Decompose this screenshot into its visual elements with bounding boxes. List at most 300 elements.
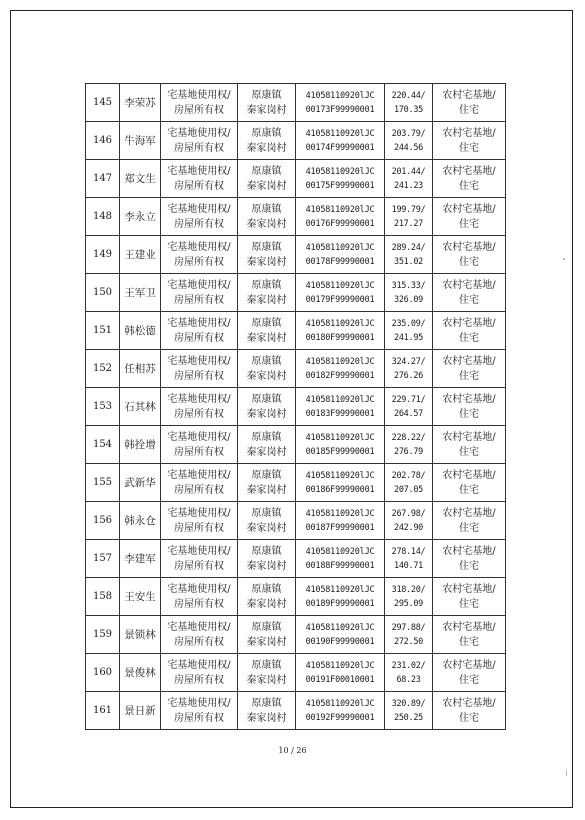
area-cell-line: 278.14/ xyxy=(391,546,426,557)
parcel-code-cell xyxy=(296,350,385,388)
location-cell-line: 原康镇 xyxy=(251,355,282,367)
table-row xyxy=(86,122,506,160)
right-type-cell xyxy=(161,122,238,160)
right-type-cell-line: 宅基地使用权/ xyxy=(167,583,231,595)
table-row xyxy=(86,464,506,502)
right-type-cell xyxy=(161,578,238,616)
area-cell xyxy=(385,502,433,540)
location-cell xyxy=(238,388,296,426)
area-cell xyxy=(385,578,433,616)
parcel-code-cell-line: 41058110920lJC xyxy=(305,166,375,177)
owner-name-cell: 韩永仓 xyxy=(120,502,161,540)
right-type-cell xyxy=(161,692,238,730)
right-type-cell xyxy=(161,616,238,654)
area-cell-line: 320.89/ xyxy=(391,698,426,709)
table-row xyxy=(86,578,506,616)
land-use-cell-line: 住宅 xyxy=(459,712,479,724)
location-cell-line: 秦家岗村 xyxy=(246,446,287,458)
owner-name-cell: 郑文生 xyxy=(120,160,161,198)
right-type-cell xyxy=(161,654,238,692)
owner-name-cell: 李永立 xyxy=(120,198,161,236)
row-number-cell: 153 xyxy=(86,388,120,426)
right-type-cell-line: 宅基地使用权/ xyxy=(167,279,231,291)
parcel-code-cell-line: 41058110920lJC xyxy=(305,432,375,443)
parcel-code-cell xyxy=(296,160,385,198)
area-cell-line: 326.09 xyxy=(394,294,423,305)
parcel-code-cell xyxy=(296,654,385,692)
land-use-cell-line: 农村宅基地/ xyxy=(442,165,496,177)
land-use-cell-line: 农村宅基地/ xyxy=(442,393,496,405)
land-use-cell xyxy=(433,654,506,692)
table-row xyxy=(86,502,506,540)
location-cell xyxy=(238,312,296,350)
row-number-cell: 161 xyxy=(86,692,120,730)
owner-name-cell: 王军卫 xyxy=(120,274,161,312)
right-type-cell xyxy=(161,502,238,540)
right-type-cell-line: 房屋所有权 xyxy=(174,560,224,572)
area-cell-line: 217.27 xyxy=(394,218,423,229)
area-cell xyxy=(385,654,433,692)
parcel-code-cell xyxy=(296,426,385,464)
location-cell-line: 秦家岗村 xyxy=(246,408,287,420)
location-cell xyxy=(238,540,296,578)
land-use-cell xyxy=(433,122,506,160)
right-type-cell-line: 房屋所有权 xyxy=(174,408,224,420)
land-use-cell-line: 住宅 xyxy=(459,446,479,458)
location-cell xyxy=(238,616,296,654)
land-use-cell-line: 住宅 xyxy=(459,180,479,192)
land-use-cell xyxy=(433,388,506,426)
parcel-code-cell xyxy=(296,464,385,502)
area-cell xyxy=(385,122,433,160)
area-cell-line: 297.88/ xyxy=(391,622,426,633)
parcel-code-cell xyxy=(296,122,385,160)
land-use-cell-line: 农村宅基地/ xyxy=(442,127,496,139)
right-type-cell-line: 房屋所有权 xyxy=(174,484,224,496)
location-cell-line: 原康镇 xyxy=(251,241,282,253)
parcel-code-cell-line: 00178F99990001 xyxy=(305,256,375,267)
right-type-cell-line: 房屋所有权 xyxy=(174,674,224,686)
parcel-code-cell-line: 41058110920lJC xyxy=(305,622,375,633)
table-row xyxy=(86,198,506,236)
owner-name-cell: 景日新 xyxy=(120,692,161,730)
land-use-cell-line: 住宅 xyxy=(459,370,479,382)
location-cell-line: 原康镇 xyxy=(251,165,282,177)
land-use-cell-line: 农村宅基地/ xyxy=(442,431,496,443)
right-type-cell-line: 宅基地使用权/ xyxy=(167,241,231,253)
area-cell-line: 242.90 xyxy=(394,522,423,533)
location-cell-line: 秦家岗村 xyxy=(246,104,287,116)
row-number-cell: 148 xyxy=(86,198,120,236)
area-cell-line: 202.78/ xyxy=(391,470,426,481)
area-cell xyxy=(385,160,433,198)
land-use-cell xyxy=(433,84,506,122)
parcel-code-cell-line: 41058110920lJC xyxy=(305,242,375,253)
location-cell-line: 原康镇 xyxy=(251,89,282,101)
right-type-cell-line: 宅基地使用权/ xyxy=(167,507,231,519)
owner-name-cell: 李荣苏 xyxy=(120,84,161,122)
land-use-cell-line: 住宅 xyxy=(459,218,479,230)
location-cell xyxy=(238,122,296,160)
right-type-cell xyxy=(161,274,238,312)
right-type-cell-line: 房屋所有权 xyxy=(174,294,224,306)
parcel-code-cell-line: 00188F99990001 xyxy=(305,560,375,571)
row-number-cell: 157 xyxy=(86,540,120,578)
area-cell-line: 276.26 xyxy=(394,370,423,381)
right-type-cell xyxy=(161,160,238,198)
land-use-cell-line: 住宅 xyxy=(459,104,479,116)
land-use-cell xyxy=(433,350,506,388)
location-cell-line: 原康镇 xyxy=(251,697,282,709)
land-use-cell xyxy=(433,578,506,616)
parcel-code-cell-line: 00173F99990001 xyxy=(305,104,375,115)
owner-name-cell: 韩拴增 xyxy=(120,426,161,464)
location-cell-line: 秦家岗村 xyxy=(246,256,287,268)
location-cell-line: 原康镇 xyxy=(251,507,282,519)
parcel-code-cell-line: 41058110920lJC xyxy=(305,546,375,557)
location-cell xyxy=(238,350,296,388)
area-cell-line: 289.24/ xyxy=(391,242,426,253)
location-cell-line: 秦家岗村 xyxy=(246,294,287,306)
land-use-cell-line: 住宅 xyxy=(459,142,479,154)
location-cell-line: 秦家岗村 xyxy=(246,218,287,230)
area-cell xyxy=(385,350,433,388)
area-cell-line: 276.79 xyxy=(394,446,423,457)
right-type-cell-line: 宅基地使用权/ xyxy=(167,469,231,481)
location-cell xyxy=(238,578,296,616)
land-use-cell-line: 农村宅基地/ xyxy=(442,621,496,633)
parcel-code-cell-line: 41058110920lJC xyxy=(305,318,375,329)
land-use-cell-line: 农村宅基地/ xyxy=(442,583,496,595)
right-type-cell-line: 房屋所有权 xyxy=(174,218,224,230)
location-cell-line: 秦家岗村 xyxy=(246,598,287,610)
right-type-cell-line: 宅基地使用权/ xyxy=(167,697,231,709)
table-row xyxy=(86,350,506,388)
row-number-cell: 156 xyxy=(86,502,120,540)
land-use-cell-line: 农村宅基地/ xyxy=(442,697,496,709)
parcel-code-cell-line: 41058110920lJC xyxy=(305,698,375,709)
right-type-cell-line: 宅基地使用权/ xyxy=(167,621,231,633)
land-use-cell-line: 住宅 xyxy=(459,560,479,572)
row-number-cell: 152 xyxy=(86,350,120,388)
land-use-cell-line: 农村宅基地/ xyxy=(442,89,496,101)
right-type-cell-line: 房屋所有权 xyxy=(174,142,224,154)
table-row xyxy=(86,84,506,122)
owner-name-cell: 牛海军 xyxy=(120,122,161,160)
parcel-code-cell-line: 41058110920lJC xyxy=(305,356,375,367)
right-type-cell xyxy=(161,388,238,426)
location-cell-line: 秦家岗村 xyxy=(246,180,287,192)
parcel-code-cell-line: 41058110920lJC xyxy=(305,394,375,405)
area-cell-line: 315.33/ xyxy=(391,280,426,291)
row-number-cell: 160 xyxy=(86,654,120,692)
parcel-code-cell-line: 41058110920lJC xyxy=(305,128,375,139)
table-row xyxy=(86,274,506,312)
row-number-cell: 154 xyxy=(86,426,120,464)
area-cell-line: 199.79/ xyxy=(391,204,426,215)
table-row xyxy=(86,312,506,350)
land-use-cell-line: 住宅 xyxy=(459,636,479,648)
right-type-cell-line: 宅基地使用权/ xyxy=(167,127,231,139)
row-number-cell: 150 xyxy=(86,274,120,312)
location-cell-line: 原康镇 xyxy=(251,279,282,291)
land-use-cell xyxy=(433,160,506,198)
table-row xyxy=(86,616,506,654)
right-type-cell xyxy=(161,464,238,502)
location-cell-line: 原康镇 xyxy=(251,127,282,139)
right-type-cell xyxy=(161,198,238,236)
area-cell xyxy=(385,464,433,502)
parcel-code-cell xyxy=(296,274,385,312)
location-cell xyxy=(238,198,296,236)
area-cell xyxy=(385,236,433,274)
land-use-cell xyxy=(433,426,506,464)
land-use-cell xyxy=(433,692,506,730)
right-type-cell xyxy=(161,540,238,578)
owner-name-cell: 韩松德 xyxy=(120,312,161,350)
area-cell-line: 235.09/ xyxy=(391,318,426,329)
location-cell-line: 秦家岗村 xyxy=(246,370,287,382)
parcel-code-cell xyxy=(296,502,385,540)
parcel-code-cell xyxy=(296,388,385,426)
area-cell-line: 241.95 xyxy=(394,332,423,343)
parcel-code-cell-line: 00179F99990001 xyxy=(305,294,375,305)
land-use-cell-line: 农村宅基地/ xyxy=(442,203,496,215)
area-cell-line: 250.25 xyxy=(394,712,423,723)
location-cell-line: 原康镇 xyxy=(251,583,282,595)
parcel-code-cell-line: 41058110920lJC xyxy=(305,584,375,595)
land-use-cell xyxy=(433,616,506,654)
parcel-code-cell xyxy=(296,616,385,654)
right-type-cell-line: 房屋所有权 xyxy=(174,522,224,534)
land-use-cell-line: 住宅 xyxy=(459,598,479,610)
land-use-cell xyxy=(433,198,506,236)
area-cell xyxy=(385,274,433,312)
parcel-code-cell xyxy=(296,84,385,122)
area-cell-line: 203.79/ xyxy=(391,128,426,139)
land-use-cell-line: 农村宅基地/ xyxy=(442,317,496,329)
area-cell-line: 68.23 xyxy=(396,674,421,685)
parcel-code-cell-line: 00180F99990001 xyxy=(305,332,375,343)
land-use-cell-line: 住宅 xyxy=(459,256,479,268)
land-use-cell xyxy=(433,464,506,502)
row-number-cell: 149 xyxy=(86,236,120,274)
right-type-cell-line: 宅基地使用权/ xyxy=(167,545,231,557)
location-cell-line: 原康镇 xyxy=(251,203,282,215)
location-cell-line: 秦家岗村 xyxy=(246,522,287,534)
land-use-cell-line: 农村宅基地/ xyxy=(442,545,496,557)
parcel-code-cell-line: 41058110920lJC xyxy=(305,204,375,215)
right-type-cell xyxy=(161,426,238,464)
parcel-code-cell xyxy=(296,236,385,274)
table-row xyxy=(86,540,506,578)
owner-name-cell: 任相苏 xyxy=(120,350,161,388)
right-type-cell-line: 房屋所有权 xyxy=(174,180,224,192)
area-cell xyxy=(385,198,433,236)
table-row xyxy=(86,426,506,464)
location-cell xyxy=(238,160,296,198)
area-cell-line: 201.44/ xyxy=(391,166,426,177)
location-cell xyxy=(238,464,296,502)
scan-speck xyxy=(566,770,567,776)
area-cell-line: 264.57 xyxy=(394,408,423,419)
area-cell-line: 231.02/ xyxy=(391,660,426,671)
owner-name-cell: 王建业 xyxy=(120,236,161,274)
owner-name-cell: 武新华 xyxy=(120,464,161,502)
land-use-cell-line: 农村宅基地/ xyxy=(442,469,496,481)
row-number-cell: 151 xyxy=(86,312,120,350)
parcel-code-cell xyxy=(296,540,385,578)
area-cell-line: 267.98/ xyxy=(391,508,426,519)
page-number: 10 / 26 xyxy=(278,746,307,755)
location-cell xyxy=(238,502,296,540)
parcel-code-cell xyxy=(296,312,385,350)
table-row xyxy=(86,654,506,692)
land-use-cell xyxy=(433,540,506,578)
location-cell xyxy=(238,692,296,730)
parcel-code-cell-line: 00174F99990001 xyxy=(305,142,375,153)
area-cell-line: 244.56 xyxy=(394,142,423,153)
parcel-code-cell-line: 00175F99990001 xyxy=(305,180,375,191)
owner-name-cell: 景俊林 xyxy=(120,654,161,692)
location-cell-line: 秦家岗村 xyxy=(246,142,287,154)
parcel-code-cell-line: 00185F99990001 xyxy=(305,446,375,457)
row-number-cell: 155 xyxy=(86,464,120,502)
area-cell-line: 170.35 xyxy=(394,104,423,115)
row-number-cell: 147 xyxy=(86,160,120,198)
land-use-cell-line: 住宅 xyxy=(459,294,479,306)
right-type-cell-line: 宅基地使用权/ xyxy=(167,203,231,215)
area-cell-line: 295.09 xyxy=(394,598,423,609)
area-cell-line: 241.23 xyxy=(394,180,423,191)
parcel-code-cell xyxy=(296,578,385,616)
land-use-cell-line: 住宅 xyxy=(459,674,479,686)
row-number-cell: 159 xyxy=(86,616,120,654)
right-type-cell-line: 宅基地使用权/ xyxy=(167,431,231,443)
parcel-code-cell-line: 00191F00010001 xyxy=(305,674,375,685)
land-use-cell-line: 农村宅基地/ xyxy=(442,279,496,291)
row-number-cell: 145 xyxy=(86,84,120,122)
land-use-cell-line: 农村宅基地/ xyxy=(442,241,496,253)
location-cell-line: 原康镇 xyxy=(251,659,282,671)
location-cell xyxy=(238,236,296,274)
right-type-cell-line: 宅基地使用权/ xyxy=(167,89,231,101)
right-type-cell-line: 宅基地使用权/ xyxy=(167,165,231,177)
land-use-cell-line: 农村宅基地/ xyxy=(442,355,496,367)
area-cell xyxy=(385,540,433,578)
parcel-code-cell-line: 00190F99990001 xyxy=(305,636,375,647)
area-cell-line: 228.22/ xyxy=(391,432,426,443)
right-type-cell-line: 宅基地使用权/ xyxy=(167,659,231,671)
area-cell-line: 140.71 xyxy=(394,560,423,571)
location-cell xyxy=(238,654,296,692)
location-cell-line: 秦家岗村 xyxy=(246,636,287,648)
right-type-cell-line: 房屋所有权 xyxy=(174,636,224,648)
parcel-code-cell-line: 00186F99990001 xyxy=(305,484,375,495)
parcel-code-cell-line: 00176F99990001 xyxy=(305,218,375,229)
land-use-cell xyxy=(433,312,506,350)
parcel-code-cell-line: 41058110920lJC xyxy=(305,90,375,101)
land-use-cell-line: 农村宅基地/ xyxy=(442,507,496,519)
location-cell-line: 原康镇 xyxy=(251,469,282,481)
land-use-cell xyxy=(433,236,506,274)
area-cell-line: 351.02 xyxy=(394,256,423,267)
location-cell xyxy=(238,84,296,122)
land-use-cell-line: 住宅 xyxy=(459,332,479,344)
row-number-cell: 158 xyxy=(86,578,120,616)
parcel-code-cell-line: 00183F99990001 xyxy=(305,408,375,419)
area-cell xyxy=(385,388,433,426)
parcel-code-cell-line: 00189F99990001 xyxy=(305,598,375,609)
area-cell-line: 318.20/ xyxy=(391,584,426,595)
location-cell-line: 秦家岗村 xyxy=(246,712,287,724)
right-type-cell-line: 房屋所有权 xyxy=(174,104,224,116)
row-number-cell: 146 xyxy=(86,122,120,160)
right-type-cell-line: 房屋所有权 xyxy=(174,446,224,458)
parcel-code-cell-line: 41058110920lJC xyxy=(305,660,375,671)
registry-table-body xyxy=(86,84,506,730)
registry-table xyxy=(85,83,506,730)
parcel-code-cell-line: 41058110920lJC xyxy=(305,470,375,481)
right-type-cell-line: 房屋所有权 xyxy=(174,370,224,382)
table-row xyxy=(86,236,506,274)
land-use-cell-line: 农村宅基地/ xyxy=(442,659,496,671)
right-type-cell-line: 房屋所有权 xyxy=(174,712,224,724)
location-cell-line: 原康镇 xyxy=(251,431,282,443)
land-use-cell xyxy=(433,274,506,312)
parcel-code-cell-line: 00187F99990001 xyxy=(305,522,375,533)
location-cell-line: 原康镇 xyxy=(251,393,282,405)
parcel-code-cell-line: 00192F99990001 xyxy=(305,712,375,723)
parcel-code-cell xyxy=(296,198,385,236)
area-cell-line: 207.05 xyxy=(394,484,423,495)
right-type-cell xyxy=(161,84,238,122)
parcel-code-cell-line: 41058110920lJC xyxy=(305,508,375,519)
location-cell xyxy=(238,274,296,312)
right-type-cell xyxy=(161,350,238,388)
location-cell-line: 秦家岗村 xyxy=(246,674,287,686)
right-type-cell-line: 房屋所有权 xyxy=(174,332,224,344)
table-row xyxy=(86,388,506,426)
right-type-cell-line: 房屋所有权 xyxy=(174,256,224,268)
owner-name-cell: 王安生 xyxy=(120,578,161,616)
area-cell xyxy=(385,616,433,654)
right-type-cell-line: 房屋所有权 xyxy=(174,598,224,610)
location-cell-line: 原康镇 xyxy=(251,545,282,557)
area-cell-line: 272.50 xyxy=(394,636,423,647)
parcel-code-cell-line: 00182F99990001 xyxy=(305,370,375,381)
owner-name-cell: 景锁林 xyxy=(120,616,161,654)
right-type-cell-line: 宅基地使用权/ xyxy=(167,393,231,405)
area-cell xyxy=(385,426,433,464)
land-use-cell-line: 住宅 xyxy=(459,408,479,420)
area-cell-line: 229.71/ xyxy=(391,394,426,405)
land-use-cell-line: 住宅 xyxy=(459,484,479,496)
owner-name-cell: 李建军 xyxy=(120,540,161,578)
right-type-cell-line: 宅基地使用权/ xyxy=(167,355,231,367)
right-type-cell xyxy=(161,312,238,350)
table-row xyxy=(86,692,506,730)
scan-speck xyxy=(563,258,565,260)
area-cell xyxy=(385,692,433,730)
location-cell-line: 秦家岗村 xyxy=(246,484,287,496)
area-cell-line: 324.27/ xyxy=(391,356,426,367)
table-row xyxy=(86,160,506,198)
land-use-cell xyxy=(433,502,506,540)
parcel-code-cell-line: 41058110920lJC xyxy=(305,280,375,291)
location-cell-line: 原康镇 xyxy=(251,621,282,633)
land-use-cell-line: 住宅 xyxy=(459,522,479,534)
